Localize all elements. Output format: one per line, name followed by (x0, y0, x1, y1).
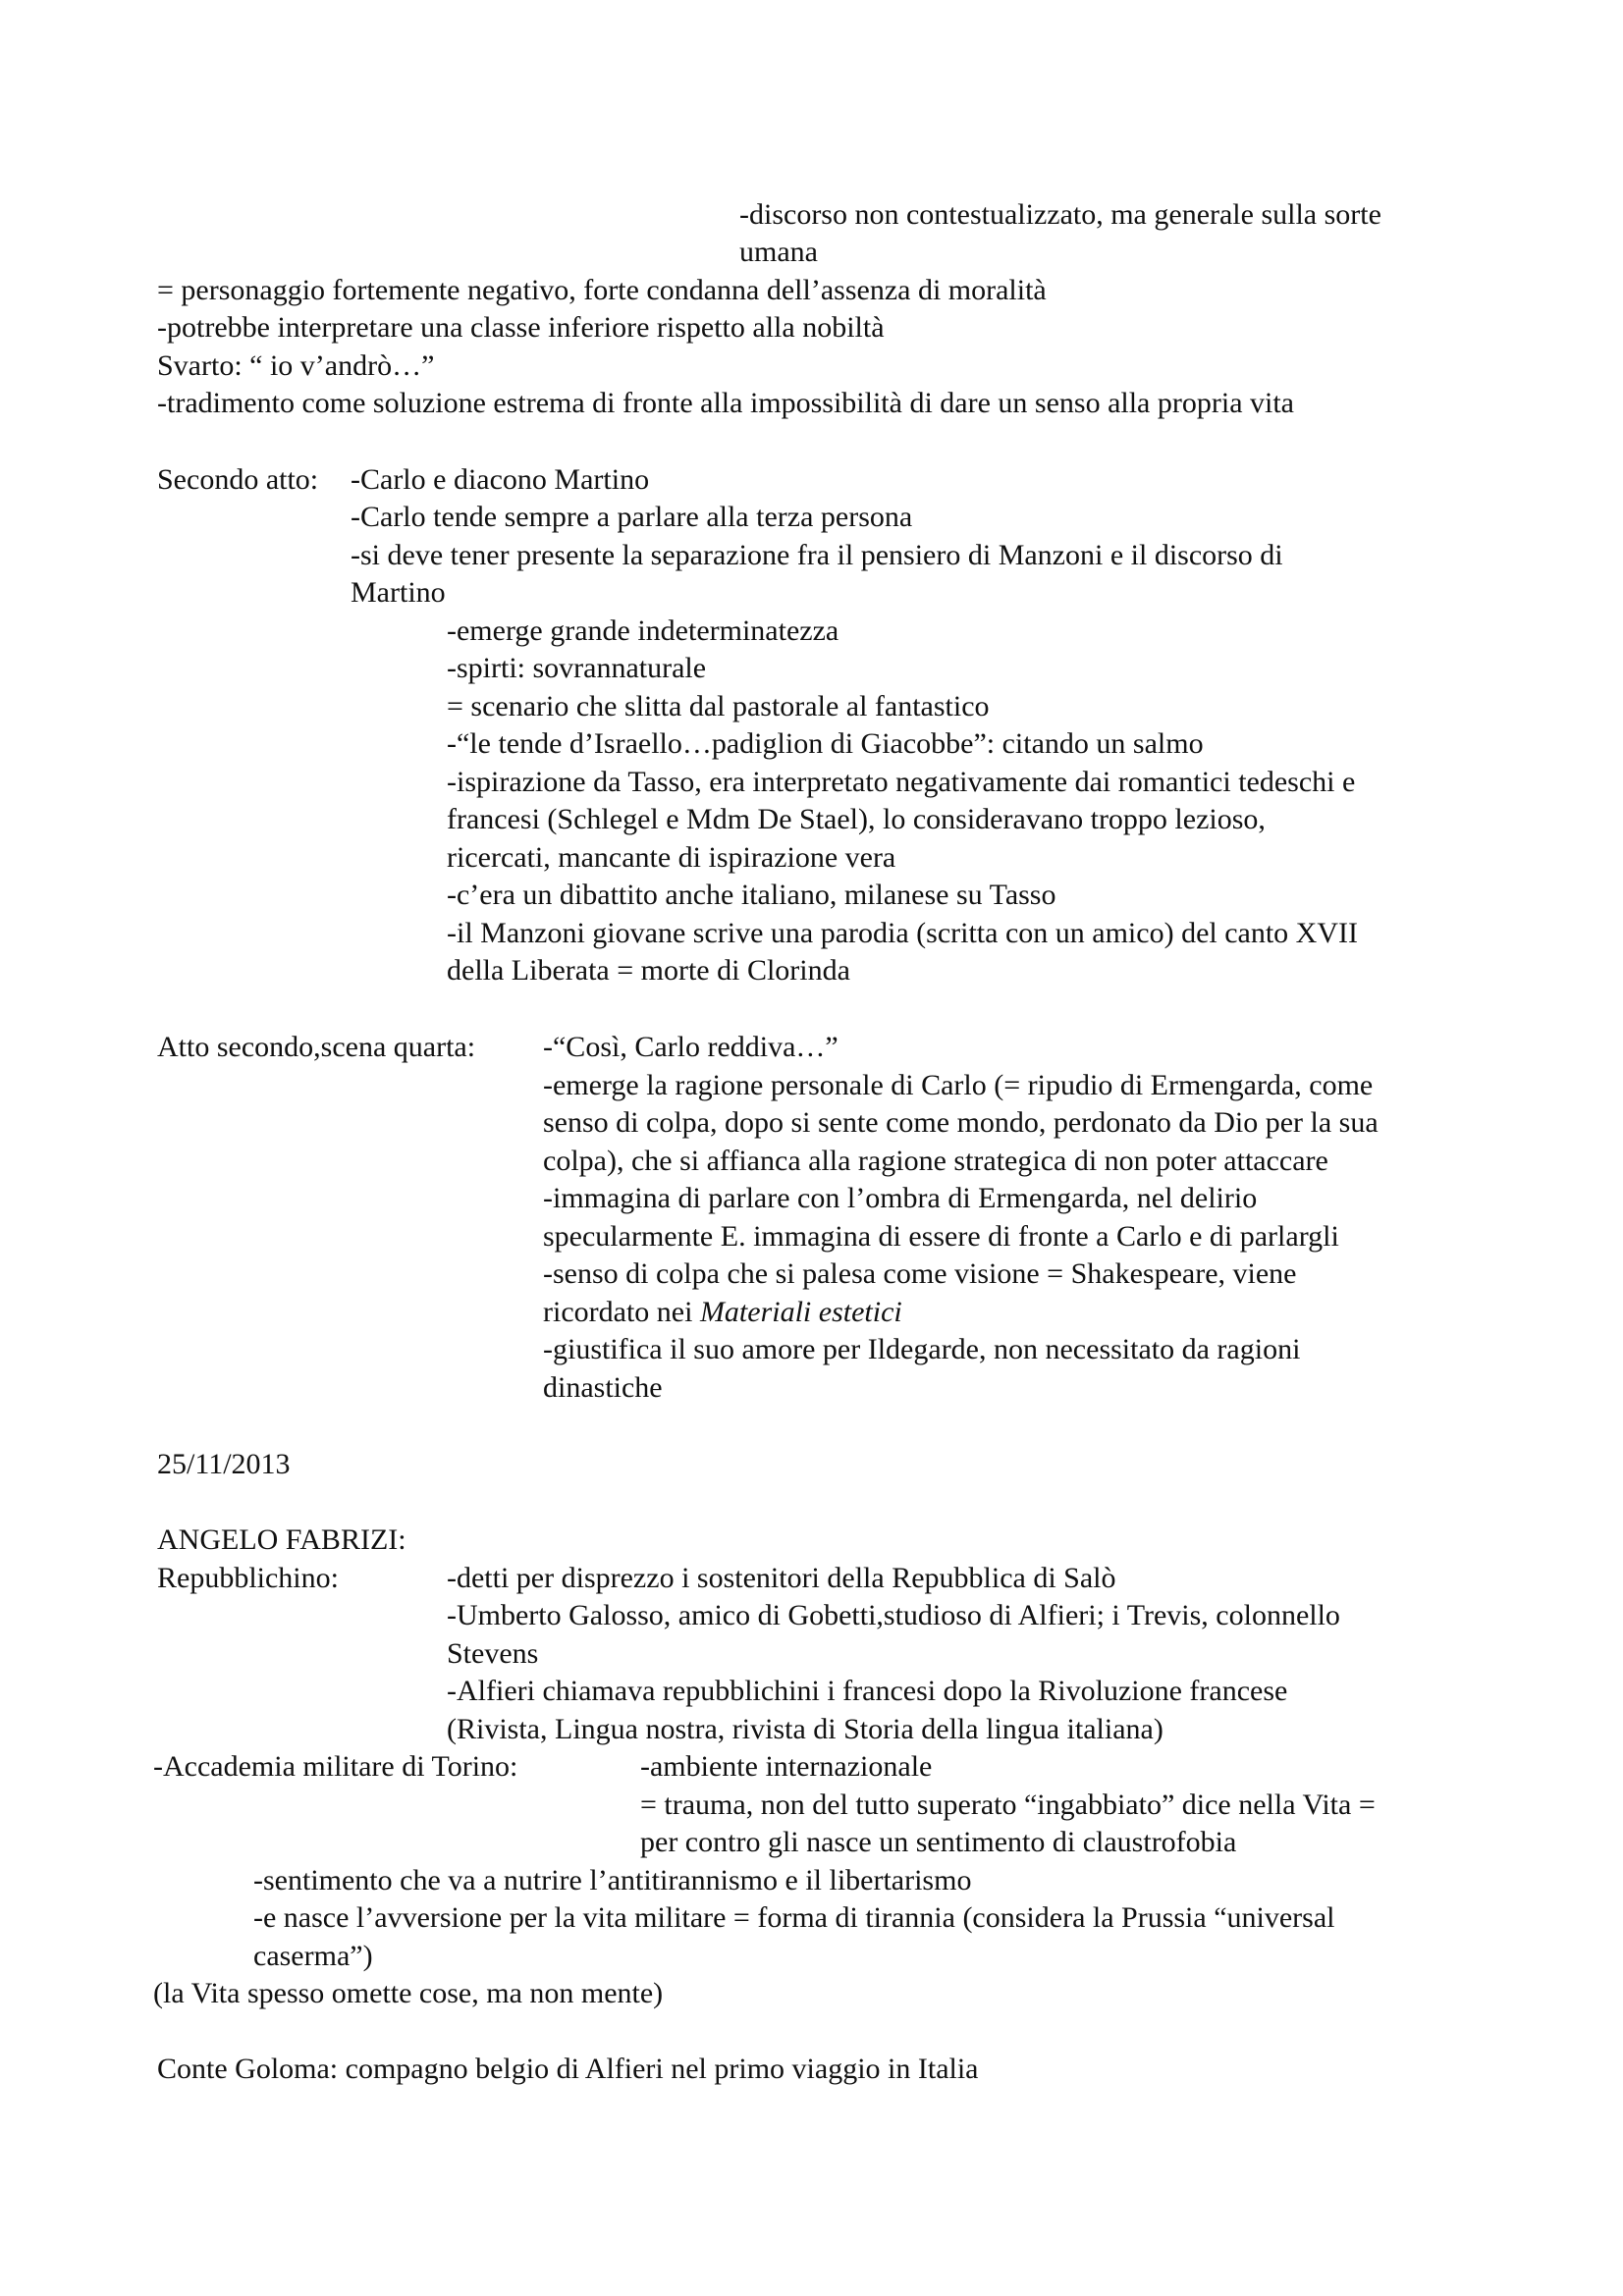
text-line: -c’era un dibattito anche italiano, milanese su Tasso (447, 879, 1056, 911)
text-line: = trauma, non del tutto superato “ingabbiato” dice nella Vita = (640, 1789, 1376, 1821)
text-line: Svarto: “ io v’andrò…” (157, 349, 435, 382)
section-label: Atto secondo,scena quarta: (157, 1031, 476, 1063)
text-line: -Alfieri chiamava repubblichini i francesi dopo la Rivoluzione francese (447, 1675, 1288, 1707)
text-line: -immagina di parlare con l’ombra di Ermengarda, nel delirio (543, 1182, 1258, 1214)
text-line: specularmente E. immagina di essere di fronte a Carlo e di parlargli (543, 1220, 1339, 1253)
text-line: -ambiente internazionale (640, 1750, 933, 1783)
text-line (543, 1294, 902, 1331)
section-label: -Accademia militare di Torino: (153, 1750, 518, 1783)
text-span: ricordato nei (543, 1296, 700, 1328)
text-line: -il Manzoni giovane scrive una parodia (scritta con un amico) del canto XVII (447, 917, 1358, 949)
text-line: dinastiche (543, 1371, 663, 1404)
text-line: -“le tende d’Israello…padiglion di Giacobbe”: citando un salmo (447, 727, 1204, 760)
text-line: -Carlo e diacono Martino (351, 463, 650, 496)
text-line: ricercati, mancante di ispirazione vera (447, 841, 896, 874)
text-line: -Umberto Galosso, amico di Gobetti,studioso di Alfieri; i Trevis, colonnello (447, 1599, 1340, 1631)
text-line: -“Così, Carlo reddiva…” (543, 1031, 839, 1063)
text-line: -discorso non contestualizzato, ma generale sulla sorte (739, 198, 1381, 231)
text-line: francesi (Schlegel e Mdm De Stael), lo consideravano troppo lezioso, (447, 803, 1266, 835)
text-line: Martino (351, 576, 446, 609)
text-line: -sentimento che va a nutrire l’antitirannismo e il libertarismo (253, 1864, 972, 1896)
text-line: -potrebbe interpretare una classe inferiore rispetto alla nobiltà (157, 311, 885, 344)
text-line: -tradimento come soluzione estrema di fronte alla impossibilità di dare un senso alla propria vita (157, 387, 1294, 419)
text-line: -detti per disprezzo i sostenitori della Repubblica di Salò (447, 1562, 1116, 1594)
text-line: -emerge grande indeterminatezza (447, 614, 839, 647)
italic-title: Materiali estetici (699, 1296, 902, 1328)
text-line: -ispirazione da Tasso, era interpretato negativamente dai romantici tedeschi e (447, 766, 1356, 798)
text-line: -spirti: sovrannaturale (447, 652, 707, 684)
text-line: -Carlo tende sempre a parlare alla terza persona (351, 501, 913, 533)
text-line: = scenario che slitta dal pastorale al fantastico (447, 690, 990, 722)
text-line: senso di colpa, dopo si sente come mondo, perdonato da Dio per la sua (543, 1106, 1379, 1139)
text-line: Stevens (447, 1637, 539, 1670)
text-line: (la Vita spesso omette cose, ma non mente) (153, 1977, 664, 2009)
text-line: -senso di colpa che si palesa come visione = Shakespeare, viene (543, 1257, 1297, 1290)
text-line: colpa), che si affianca alla ragione strategica di non poter attaccare (543, 1145, 1328, 1177)
text-line: umana (739, 236, 818, 268)
text-line: Conte Goloma: compagno belgio di Alfieri nel primo viaggio in Italia (157, 2053, 979, 2085)
text-line: = personaggio fortemente negativo, forte condanna dell’assenza di moralità (157, 274, 1047, 306)
text-line: -giustifica il suo amore per Ildegarde, non necessitato da ragioni (543, 1333, 1301, 1365)
text-line: (Rivista, Lingua nostra, rivista di Storia della lingua italiana) (447, 1713, 1163, 1745)
text-line: della Liberata = morte di Clorinda (447, 954, 850, 987)
date-line: 25/11/2013 (157, 1448, 291, 1480)
text-line: per contro gli nasce un sentimento di claustrofobia (640, 1826, 1237, 1858)
section-label: Secondo atto: (157, 463, 319, 496)
text-line: -e nasce l’avversione per la vita militare = forma di tirannia (considera la Prussia “universal (253, 1901, 1335, 1934)
text-line: caserma”) (253, 1940, 373, 1972)
text-line: -si deve tener presente la separazione fra il pensiero di Manzoni e il discorso di (351, 539, 1283, 571)
section-label: Repubblichino: (157, 1562, 339, 1594)
text-line: -emerge la ragione personale di Carlo (= ripudio di Ermengarda, come (543, 1069, 1374, 1101)
heading: ANGELO FABRIZI: (157, 1523, 406, 1556)
